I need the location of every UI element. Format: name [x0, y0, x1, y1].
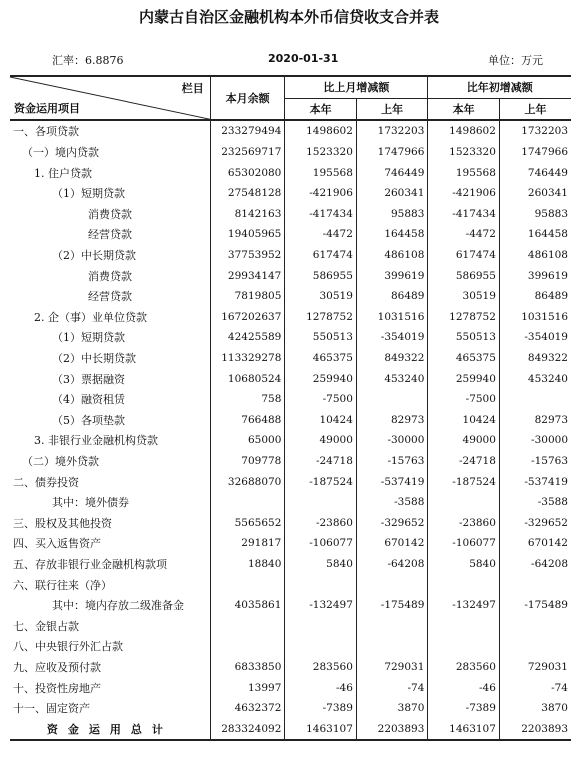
cell-month-last-year: 746449	[356, 162, 428, 183]
cell-month-this-year: -7389	[285, 698, 357, 719]
cell-ytd-this-year: -4472	[428, 224, 500, 245]
row-label: （1）短期贷款	[52, 187, 125, 201]
cell-ytd-last-year	[499, 574, 571, 595]
header-balance: 本月余额	[210, 76, 285, 120]
table-row	[10, 389, 571, 410]
row-label: 其中：境内存放二级准备金	[52, 599, 184, 613]
cell-month-this-year: -106077	[285, 533, 357, 554]
cell-ytd-last-year: -64208	[499, 554, 571, 575]
cell-month-last-year	[356, 636, 428, 657]
row-label: 其中：境外债券	[52, 496, 129, 510]
cell-month-this-year: 617474	[285, 245, 357, 266]
cell-month-this-year: -23860	[285, 512, 357, 533]
table-row	[10, 698, 571, 719]
report-title: 内蒙古自治区金融机构本外币信贷收支合并表	[138, 8, 439, 26]
row-label: 经营贷款	[88, 228, 132, 242]
cell-month-this-year: 259940	[285, 368, 357, 389]
cell-balance: 7819805	[210, 286, 285, 307]
cell-balance: 37753952	[210, 245, 285, 266]
cell-month-last-year: -15763	[356, 451, 428, 472]
table-row	[10, 307, 571, 328]
cell-balance	[210, 615, 285, 636]
cell-month-last-year: 3870	[356, 698, 428, 719]
cell-ytd-last-year: 2203893	[499, 718, 571, 740]
cell-ytd-this-year: -24718	[428, 451, 500, 472]
cell-month-this-year: -417434	[285, 204, 357, 225]
header-vs-year-start: 比年初增减额	[428, 76, 571, 98]
cell-ytd-last-year: 86489	[499, 286, 571, 307]
cell-balance	[210, 574, 285, 595]
unit-label: 单位：万元	[488, 54, 543, 67]
cell-ytd-this-year: 195568	[428, 162, 500, 183]
cell-ytd-this-year	[428, 636, 500, 657]
row-label: 经营贷款	[88, 290, 132, 304]
cell-ytd-this-year: -7500	[428, 389, 500, 410]
row-label: 十一、固定资产	[13, 702, 90, 716]
cell-month-this-year: 10424	[285, 410, 357, 431]
row-label: 二、债券投资	[13, 475, 79, 489]
cell-balance: 27548128	[210, 183, 285, 204]
cell-ytd-this-year: -23860	[428, 512, 500, 533]
total-row	[10, 718, 571, 740]
cell-ytd-this-year: 617474	[428, 245, 500, 266]
cell-month-this-year: -7500	[285, 389, 357, 410]
cell-balance: 8142163	[210, 204, 285, 225]
cell-balance: 709778	[210, 451, 285, 472]
cell-ytd-this-year: 10424	[428, 410, 500, 431]
cell-month-last-year: 164458	[356, 224, 428, 245]
cell-month-last-year: -64208	[356, 554, 428, 575]
table-row	[10, 162, 571, 183]
cell-month-this-year	[285, 574, 357, 595]
cell-ytd-this-year: -7389	[428, 698, 500, 719]
header-vs-last-month: 比上月增减额	[285, 76, 428, 98]
cell-ytd-last-year: 670142	[499, 533, 571, 554]
cell-month-last-year	[356, 389, 428, 410]
cell-balance	[210, 636, 285, 657]
table-row	[10, 142, 571, 163]
cell-month-this-year	[285, 615, 357, 636]
table-row	[10, 183, 571, 204]
cell-ytd-this-year	[428, 492, 500, 513]
cell-month-last-year	[356, 615, 428, 636]
cell-month-last-year: -329652	[356, 512, 428, 533]
cell-ytd-last-year: 3870	[499, 698, 571, 719]
cell-month-this-year: -421906	[285, 183, 357, 204]
cell-month-this-year: -46	[285, 677, 357, 698]
table-row	[10, 595, 571, 616]
table-row	[10, 265, 571, 286]
row-label: 十、投资性房地产	[13, 681, 101, 695]
row-label: （4）融资租赁	[52, 393, 125, 407]
cell-ytd-this-year: 1278752	[428, 307, 500, 328]
cell-ytd-last-year: 1732203	[499, 120, 571, 142]
cell-ytd-last-year: 164458	[499, 224, 571, 245]
cell-ytd-last-year: -74	[499, 677, 571, 698]
cell-month-last-year: 399619	[356, 265, 428, 286]
cell-month-last-year: 670142	[356, 533, 428, 554]
table-row	[10, 327, 571, 348]
cell-month-last-year: -354019	[356, 327, 428, 348]
cell-ytd-this-year: 259940	[428, 368, 500, 389]
cell-ytd-this-year: 586955	[428, 265, 500, 286]
cell-ytd-last-year: 453240	[499, 368, 571, 389]
exchange-rate: 汇率：6.8876	[52, 54, 124, 67]
cell-month-last-year: 260341	[356, 183, 428, 204]
header-this-year: 本年	[285, 98, 357, 120]
row-label: （一）境内贷款	[22, 146, 99, 160]
cell-month-this-year	[285, 636, 357, 657]
cell-ytd-this-year: -46	[428, 677, 500, 698]
table-row	[10, 554, 571, 575]
table-row	[10, 368, 571, 389]
cell-balance: 5565652	[210, 512, 285, 533]
row-label: 消费贷款	[88, 269, 132, 283]
row-label: 一、各项贷款	[13, 125, 79, 139]
cell-ytd-last-year: 95883	[499, 204, 571, 225]
row-label: （二）境外贷款	[22, 454, 99, 468]
cell-ytd-this-year: -187524	[428, 471, 500, 492]
cell-ytd-last-year: -30000	[499, 430, 571, 451]
cell-balance: 29934147	[210, 265, 285, 286]
table-row	[10, 348, 571, 369]
cell-month-this-year: -132497	[285, 595, 357, 616]
cell-balance: 232569717	[210, 142, 285, 163]
cell-month-this-year: 1523320	[285, 142, 357, 163]
cell-month-last-year: -175489	[356, 595, 428, 616]
cell-ytd-this-year: 550513	[428, 327, 500, 348]
cell-balance: 65000	[210, 430, 285, 451]
cell-ytd-this-year: 49000	[428, 430, 500, 451]
cell-ytd-last-year: -537419	[499, 471, 571, 492]
cell-ytd-last-year: 260341	[499, 183, 571, 204]
cell-ytd-last-year	[499, 636, 571, 657]
table-row	[10, 615, 571, 636]
credit-table	[10, 75, 571, 741]
cell-month-this-year: -4472	[285, 224, 357, 245]
header-last-year: 上年	[499, 98, 571, 120]
cell-balance: 4632372	[210, 698, 285, 719]
row-label: 3. 非银行业金融机构贷款	[34, 434, 158, 448]
cell-ytd-last-year: 729031	[499, 657, 571, 678]
row-label: 消费贷款	[88, 207, 132, 221]
table-row	[10, 204, 571, 225]
cell-balance: 18840	[210, 554, 285, 575]
cell-month-this-year: 5840	[285, 554, 357, 575]
cell-ytd-this-year: 465375	[428, 348, 500, 369]
table-row	[10, 533, 571, 554]
table-row	[10, 286, 571, 307]
cell-ytd-last-year: 399619	[499, 265, 571, 286]
cell-ytd-this-year: -421906	[428, 183, 500, 204]
cell-month-this-year: 550513	[285, 327, 357, 348]
cell-month-last-year: 849322	[356, 348, 428, 369]
row-label: 1. 住户贷款	[34, 166, 92, 180]
cell-month-last-year: -30000	[356, 430, 428, 451]
cell-balance	[210, 492, 285, 513]
row-label: 资金运用总计	[10, 718, 210, 740]
row-label: （2）中长期贷款	[52, 352, 136, 366]
cell-month-this-year: 1498602	[285, 120, 357, 142]
cell-ytd-last-year: 849322	[499, 348, 571, 369]
cell-month-this-year: 30519	[285, 286, 357, 307]
cell-month-last-year: 1732203	[356, 120, 428, 142]
table-row	[10, 657, 571, 678]
cell-ytd-last-year: 1747966	[499, 142, 571, 163]
row-label: 九、应收及预付款	[13, 660, 101, 674]
cell-month-last-year: -537419	[356, 471, 428, 492]
cell-balance: 4035861	[210, 595, 285, 616]
cell-balance: 233279494	[210, 120, 285, 142]
cell-month-last-year: 453240	[356, 368, 428, 389]
cell-ytd-last-year: -3588	[499, 492, 571, 513]
table-row	[10, 120, 571, 142]
cell-ytd-last-year: -354019	[499, 327, 571, 348]
cell-month-this-year: 1278752	[285, 307, 357, 328]
table-row	[10, 677, 571, 698]
cell-month-last-year: 1747966	[356, 142, 428, 163]
cell-balance: 758	[210, 389, 285, 410]
cell-month-last-year	[356, 574, 428, 595]
table-row	[10, 471, 571, 492]
cell-month-this-year: 1463107	[285, 718, 357, 740]
cell-balance: 766488	[210, 410, 285, 431]
cell-month-last-year: 86489	[356, 286, 428, 307]
cell-month-this-year: -24718	[285, 451, 357, 472]
cell-balance: 13997	[210, 677, 285, 698]
cell-ytd-this-year: 1498602	[428, 120, 500, 142]
header-category	[10, 76, 210, 120]
cell-ytd-this-year: 30519	[428, 286, 500, 307]
cell-month-last-year: -74	[356, 677, 428, 698]
row-label: 六、联行往来（净）	[13, 578, 112, 592]
cell-ytd-last-year: -175489	[499, 595, 571, 616]
cell-ytd-this-year	[428, 574, 500, 595]
row-label: 三、股权及其他投资	[13, 516, 112, 530]
row-label: （2）中长期贷款	[52, 249, 136, 263]
table-row	[10, 574, 571, 595]
header-this-year: 本年	[428, 98, 500, 120]
table-row	[10, 512, 571, 533]
cell-month-last-year: 1031516	[356, 307, 428, 328]
table-row	[10, 245, 571, 266]
row-label: 四、买入返售资产	[13, 537, 101, 551]
cell-month-this-year: 283560	[285, 657, 357, 678]
table-row	[10, 410, 571, 431]
cell-month-last-year: 2203893	[356, 718, 428, 740]
cell-month-this-year: 586955	[285, 265, 357, 286]
cell-balance: 291817	[210, 533, 285, 554]
row-label: 七、金银占款	[13, 619, 79, 633]
header-row-label: 资金运用项目	[14, 102, 80, 116]
cell-ytd-last-year: -329652	[499, 512, 571, 533]
cell-ytd-this-year: -417434	[428, 204, 500, 225]
cell-ytd-this-year: 283560	[428, 657, 500, 678]
cell-balance: 42425589	[210, 327, 285, 348]
cell-month-this-year	[285, 492, 357, 513]
cell-ytd-last-year: -15763	[499, 451, 571, 472]
cell-balance: 19405965	[210, 224, 285, 245]
cell-ytd-last-year: 1031516	[499, 307, 571, 328]
cell-ytd-last-year	[499, 389, 571, 410]
cell-balance: 167202637	[210, 307, 285, 328]
header-column-label: 栏目	[181, 82, 204, 95]
cell-balance: 32688070	[210, 471, 285, 492]
table-row	[10, 451, 571, 472]
table-row	[10, 636, 571, 657]
cell-month-this-year: 49000	[285, 430, 357, 451]
table-row	[10, 430, 571, 451]
cell-month-last-year: -3588	[356, 492, 428, 513]
cell-month-this-year: 195568	[285, 162, 357, 183]
row-label: （3）票据融资	[52, 372, 125, 386]
cell-balance: 6833850	[210, 657, 285, 678]
row-label: 八、中央银行外汇占款	[13, 640, 123, 654]
cell-month-last-year: 95883	[356, 204, 428, 225]
cell-ytd-this-year: 1523320	[428, 142, 500, 163]
row-label: （1）短期贷款	[52, 331, 125, 345]
cell-balance: 113329278	[210, 348, 285, 369]
cell-ytd-this-year: -106077	[428, 533, 500, 554]
cell-balance: 283324092	[210, 718, 285, 740]
row-label: （5）各项垫款	[52, 413, 125, 427]
cell-ytd-this-year: -132497	[428, 595, 500, 616]
cell-ytd-last-year: 746449	[499, 162, 571, 183]
cell-ytd-last-year	[499, 615, 571, 636]
cell-ytd-this-year: 5840	[428, 554, 500, 575]
row-label: 五、存放非银行业金融机构款项	[13, 557, 167, 571]
cell-month-last-year: 82973	[356, 410, 428, 431]
report-date: 2020-01-31	[268, 52, 339, 65]
cell-month-this-year: 465375	[285, 348, 357, 369]
row-label: 2. 企（事）业单位贷款	[34, 310, 147, 324]
cell-month-last-year: 486108	[356, 245, 428, 266]
cell-balance: 10680524	[210, 368, 285, 389]
cell-ytd-last-year: 82973	[499, 410, 571, 431]
cell-ytd-last-year: 486108	[499, 245, 571, 266]
cell-balance: 65302080	[210, 162, 285, 183]
header-last-year: 上年	[356, 98, 428, 120]
table-row	[10, 492, 571, 513]
table-row	[10, 224, 571, 245]
cell-ytd-this-year	[428, 615, 500, 636]
cell-month-last-year: 729031	[356, 657, 428, 678]
cell-month-this-year: -187524	[285, 471, 357, 492]
cell-ytd-this-year: 1463107	[428, 718, 500, 740]
